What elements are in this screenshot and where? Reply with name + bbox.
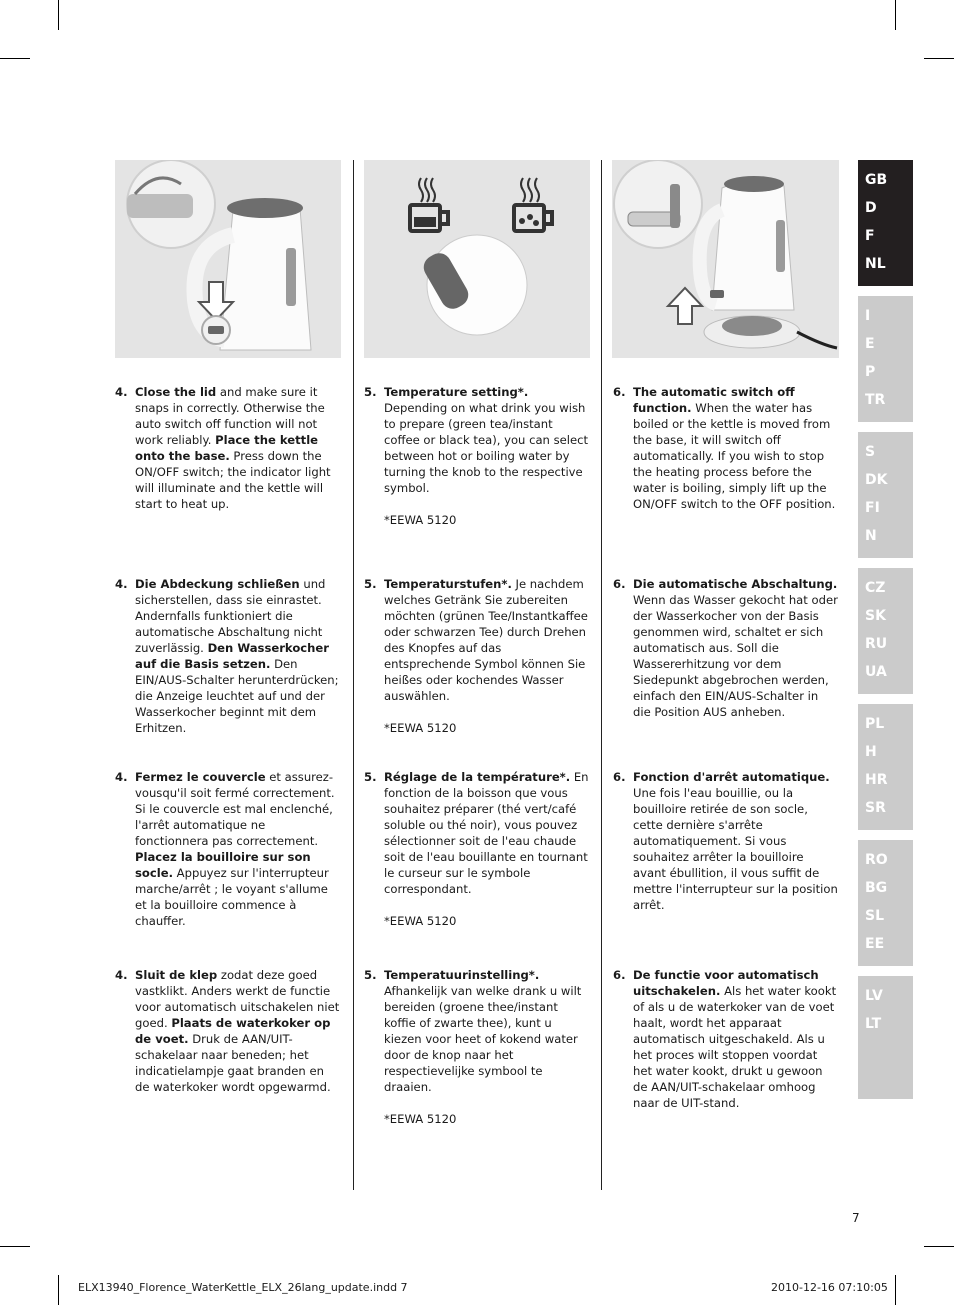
step-bold-text: Fonction d'arrêt automatique. (633, 770, 830, 784)
crop-mark (58, 1275, 59, 1305)
language-code: GB (865, 172, 888, 188)
column-divider (601, 160, 602, 1190)
language-code: N (865, 528, 877, 544)
language-code: I (865, 308, 871, 324)
language-code: LT (865, 1016, 882, 1032)
kettle-lid-illustration (115, 160, 341, 358)
language-code: E (865, 336, 875, 352)
step-body-text: Den EIN/AUS-Schalter herunterdrücken; die Anzeige leuchtet auf und der Wasserkocher beginnt mit dem Erhitzen. (135, 657, 339, 735)
step-text (633, 384, 838, 512)
language-code: RU (865, 636, 888, 652)
crop-mark (58, 0, 59, 30)
step-text (135, 769, 340, 929)
step-number: 5. (364, 577, 377, 591)
language-code: BG (865, 880, 888, 896)
step-de-5 (364, 576, 589, 736)
step-bold-text: Die Abdeckung schließen (135, 577, 300, 591)
step-bold-text: De functie voor automatisch uitschakelen. (633, 968, 819, 998)
step-text (633, 967, 838, 1111)
step-body-text: Appuyez sur l'interrupteur marche/arrêt ; le voyant s'allume et la bouilloire commence à chauffer. (135, 866, 329, 928)
step-fr-4 (115, 769, 340, 929)
step-fr-6 (613, 769, 838, 913)
language-code: S (865, 444, 876, 460)
step-body-text: Depending on what drink you wish to prepare (green tea/instant coffee or black tea), you can select between hot or boiling water by turning the knob to the respective symbol. (384, 401, 589, 495)
step-text (633, 769, 838, 913)
step-text (384, 576, 589, 704)
crop-mark (895, 0, 896, 30)
language-group-3 (858, 432, 913, 558)
step-nl-4 (115, 967, 340, 1095)
step-en-6 (613, 384, 838, 512)
step-body-text: En fonction de la boisson que vous souhaitez préparer (thé vert/café soluble ou thé noir), vous pouvez sélectionner soit de l'eau chaude soit de l'eau bouillante en tournant le curseur sur le symbole correspondant. (384, 770, 589, 896)
language-code: H (865, 744, 877, 760)
language-code: P (865, 364, 876, 380)
step-en-4 (115, 384, 340, 512)
step-number: 4. (115, 770, 128, 784)
step-bold-text: Temperatuurinstelling*. (384, 968, 540, 982)
step-de-4 (115, 576, 340, 736)
step-body-text: Une fois l'eau bouillie, ou la bouilloire retirée de son socle, cette dernière s'arrête automatiquement. Si vous souhaitez arrêter la bouilloire avant ébullition, il vous suffit de mettre l'interrupteur sur la position arrêt. (633, 786, 838, 912)
step-body-text: Als het water kookt of als u de waterkoker van de voet haalt, wordt het apparaat automatisch uitgeschakeld. Als u het proces wilt stoppen voordat het water kookt, drukt u gewoon de AAN/UIT-schakelaar omhoog naar de UIT-stand. (633, 984, 837, 1110)
step-body-text: When the water has boiled or the kettle is moved from the base, it will switch off automatically. If you wish to stop the heating process before the water is boiling, simply lift up the ON/OFF switch to the OFF position. (633, 401, 836, 511)
step-bold-text: Close the lid (135, 385, 217, 399)
language-code: SR (865, 800, 886, 816)
language-code: D (865, 200, 877, 216)
column-divider (353, 160, 354, 1190)
language-code: EE (865, 936, 885, 952)
step-bold-text: Temperaturstufen*. (384, 577, 512, 591)
step-number: 4. (115, 968, 128, 982)
model-note: *EEWA 5120 (384, 1112, 457, 1126)
language-code: UA (865, 664, 887, 680)
step-text (633, 576, 838, 720)
language-code: SK (865, 608, 886, 624)
step-text (135, 967, 340, 1095)
step-number: 5. (364, 770, 377, 784)
step-nl-5 (364, 967, 589, 1127)
language-group-4 (858, 568, 913, 694)
step-number: 6. (613, 770, 626, 784)
step-number: 5. (364, 968, 377, 982)
step-bold-text: Plaats de waterkoker op de voet. (135, 1016, 331, 1046)
step-bold-text: Die automatische Abschaltung. (633, 577, 838, 591)
step-number: 5. (364, 385, 377, 399)
step-bold-text: Réglage de la température*. (384, 770, 571, 784)
step-body-text: et assurez-vousqu'il soit fermé correctement. Si le couvercle est mal enclenché, l'arrêt automatique ne fonctionnera pas correctement. (135, 770, 335, 848)
step-body-text: Je nachdem welches Getränk Sie zubereiten möchten (grünen Tee/Instantkaffee oder schwarzen Tee) durch Drehen des Knopfes auf das entsprechende Symbol können Sie heißes oder kochendes Wasser auswählen. (384, 577, 588, 703)
language-code: DK (865, 472, 888, 488)
step-nl-6 (613, 967, 838, 1111)
step-bold-text: Place the kettle onto the base. (135, 433, 319, 463)
language-group-5 (858, 704, 913, 830)
step-fr-5 (364, 769, 589, 929)
model-note: *EEWA 5120 (384, 914, 457, 928)
step-number: 4. (115, 577, 128, 591)
step-body-text: Press down the ON/OFF switch; the indicator light will illuminate and the kettle will start to heat up. (135, 449, 331, 511)
step-text (384, 769, 589, 897)
language-code: SL (865, 908, 885, 924)
step-bold-text: Den Wasserkocher auf die Basis setzen. (135, 641, 329, 671)
language-code: FI (865, 500, 880, 516)
language-code: CZ (865, 580, 886, 596)
language-code: RO (865, 852, 888, 868)
language-code: F (865, 228, 875, 244)
step-text (135, 384, 340, 512)
step-number: 6. (613, 968, 626, 982)
crop-mark (924, 1246, 954, 1247)
crop-mark (924, 58, 954, 59)
step-body-text: and make sure it snaps in correctly. Otherwise the auto switch off function will not work reliably. (135, 385, 325, 447)
step-de-6 (613, 576, 838, 720)
language-code: PL (865, 716, 885, 732)
step-body-text: Wenn das Wasser gekocht hat oder der Wasserkocher von der Basis genommen wird, schaltet er sich automatisch aus. Soll die Wassererhitzung vor dem Siedepunkt abgebrochen werden, einfach den EIN/AUS-Schalter in die Position AUS anheben. (633, 593, 838, 719)
language-code: HR (865, 772, 888, 788)
step-bold-text: The automatic switch off function. (633, 385, 795, 415)
step-body-text: Afhankelijk van welke drank u wilt bereiden (groene thee/instant koffie of zwarte thee), kunt u kiezen voor heet of kokend water door de knop naar het respectievelijke symbool te draaien. (384, 984, 582, 1094)
step-text (135, 576, 340, 736)
step-number: 6. (613, 577, 626, 591)
language-code: TR (865, 392, 886, 408)
model-note: *EEWA 5120 (384, 513, 457, 527)
step-bold-text: Placez la bouilloire sur son socle. (135, 850, 311, 880)
language-code: NL (865, 256, 886, 272)
model-note: *EEWA 5120 (384, 721, 457, 735)
crop-mark (0, 58, 30, 59)
step-number: 4. (115, 385, 128, 399)
crop-mark (895, 1275, 896, 1305)
step-bold-text: Sluit de klep (135, 968, 218, 982)
footer-file-name: ELX13940_Florence_WaterKettle_ELX_26lang_update.indd 7 (78, 1281, 408, 1294)
language-code: LV (865, 988, 883, 1004)
step-text (384, 967, 589, 1095)
step-number: 6. (613, 385, 626, 399)
step-text (384, 384, 589, 496)
page-number: 7 (852, 1211, 860, 1225)
step-bold-text: Temperature setting*. (384, 385, 529, 399)
kettle-switch-off-illustration (612, 160, 839, 358)
language-group-1 (858, 160, 913, 286)
temperature-knob-illustration (364, 160, 590, 358)
crop-mark (0, 1246, 30, 1247)
language-group-7 (858, 976, 913, 1099)
step-en-5 (364, 384, 589, 528)
step-bold-text: Fermez le couvercle (135, 770, 266, 784)
language-group-2 (858, 296, 913, 422)
step-body-text: Druk de AAN/UIT-schakelaar naar beneden; het indicatielampje gaat branden en de waterkoker wordt opgewarmd. (135, 1032, 331, 1094)
language-group-6 (858, 840, 913, 966)
step-body-text: und sicherstellen, dass sie einrastet. Andernfalls funktioniert die automatische Abschaltung nicht zuverlässig. (135, 577, 326, 655)
footer-timestamp: 2010-12-16 07:10:05 (771, 1281, 888, 1294)
step-body-text: zodat deze goed vastklikt. Anders werkt de functie voor automatisch uitschakelen niet goed. (135, 968, 340, 1030)
